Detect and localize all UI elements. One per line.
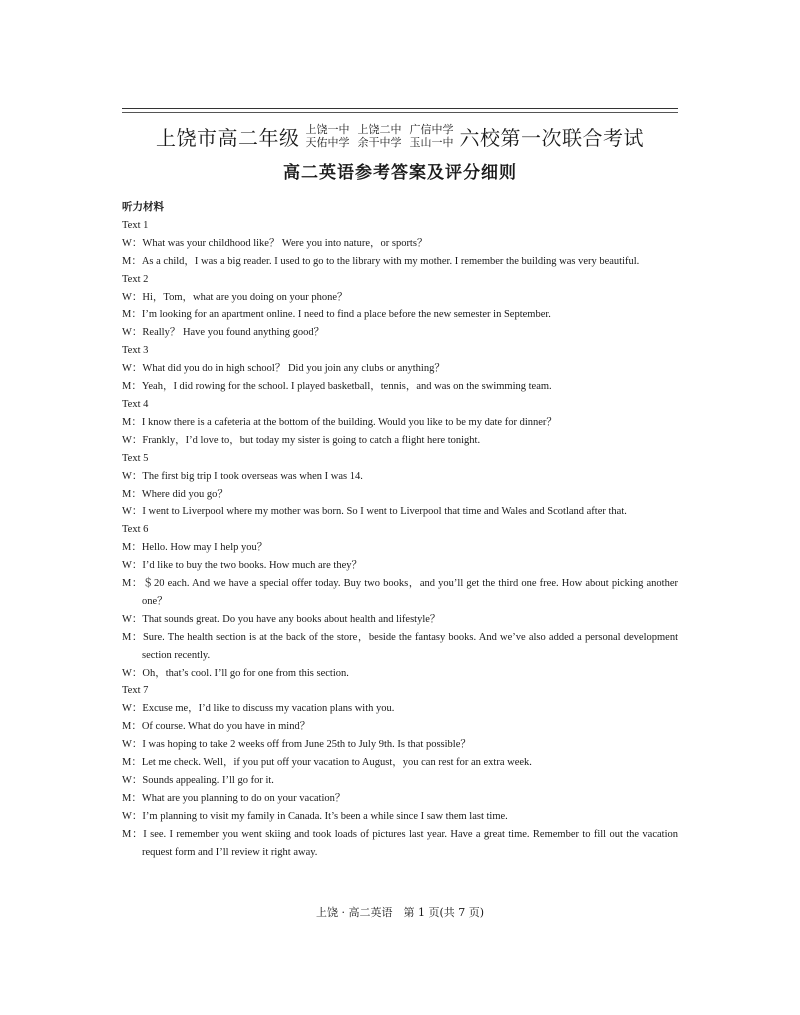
dialogue-line: M：Hello. How may I help you？ [122,542,268,554]
dialogue-line: M：I see. I remember you went skiing and took loads of pictures last year. Have a great time. Remember to fill out the vacation request form and I’ll review it right away. [122,828,678,858]
text-label: Text 1 [122,219,149,231]
dialogue-line: W：I went to Liverpool where my mother was born. So I went to Liverpool that time and Wales and Scotland after that. [122,506,627,518]
header-rule-thin [122,112,678,113]
school-name: 广信中学 [409,123,454,136]
dialogue-line: M：Let me check. Well，if you put off your vacation to August，you can rest for an extra week. [122,757,532,769]
school-group-2 [358,123,402,149]
dialogue-line: W：I’m planning to visit my family in Canada. It’s been a while since I saw them last time. [122,810,508,822]
dialogue-line: W：Frankly，I’d love to，but today my sister is going to catch a flight here tonight. [122,434,481,446]
school-name: 上饶一中 [305,123,350,136]
school-name: 余干中学 [357,136,402,149]
school-name: 玉山一中 [409,136,454,149]
dialogue-line: M：As a child，I was a big reader. I used to go to the library with my mother. I remember the building was very beautiful. [122,255,640,267]
page-footer: 上饶 · 高二英语 第 1 页(共 7 页) [315,906,485,919]
dialogue-line: W：Really？ Have you found anything good？ [122,327,325,339]
dialogue-line: W：What did you do in high school？ Did you join any clubs or anything？ [122,363,445,375]
dialogue-line: W：That sounds great. Do you have any books about health and lifestyle？ [122,613,441,625]
dialogue-line: M：I’m looking for an apartment online. I need to find a place before the new semester in September. [122,309,551,321]
text-label: Text 6 [122,524,149,536]
text-label: Text 2 [122,273,149,285]
dialogue-line: W：Hi，Tom，what are you doing on your phone？ [122,291,348,303]
section-title: 听力材料 [122,201,164,213]
listening-transcript [122,199,678,862]
dialogue-line: W：I was hoping to take 2 weeks off from June 25th to July 9th. Is that possible？ [122,739,471,751]
dialogue-line: W：Sounds appealing. I’ll go for it. [122,775,274,786]
dialogue-line: W：I’d like to buy the two books. How much are they？ [122,560,362,572]
dialogue-line: W：Excuse me，I’d like to discuss my vacation plans with you. [122,703,395,715]
text-label: Text 3 [122,345,149,357]
dialogue-line: M：＄20 each. And we have a special offer today. Buy two books，and you’ll get the third one free. How about picking another one？ [122,578,678,607]
exam-title [0,118,800,154]
school-group-1 [306,123,350,149]
dialogue-line: M：Where did you go？ [122,488,228,500]
school-group-3 [410,123,454,149]
school-name: 上饶二中 [357,123,402,136]
title-right: 六校第一次联合考试 [459,125,644,150]
text-label: Text 5 [122,452,149,464]
dialogue-line: M：What are you planning to do on your vacation？ [122,792,346,804]
page-subtitle: 高二英语参考答案及评分细则 [283,163,517,183]
dialogue-line: W：What was your childhood like？ Were you into nature，or sports？ [122,237,428,249]
dialogue-line: M：Sure. The health section is at the back of the store，beside the fantasy books. And we’ve also added a personal development section recently. [122,631,678,661]
transcript-body [122,217,678,862]
dialogue-line: M：I know there is a cafeteria at the bottom of the building. Would you like to be my date for dinner？ [122,416,557,428]
dialogue-line: W：Oh，that’s cool. I’ll go for one from this section. [122,667,349,679]
text-label: Text 7 [122,685,149,697]
text-label: Text 4 [122,398,149,410]
header-rule-thick [122,108,678,109]
school-list [306,123,454,149]
dialogue-line: W：The first big trip I took overseas was when I was 14. [122,470,363,482]
dialogue-line: M：Yeah，I did rowing for the school. I played basketball，tennis，and was on the swimming team. [122,381,552,393]
title-left: 上饶市高二年级 [156,125,300,150]
dialogue-line: M：Of course. What do you have in mind？ [122,721,311,733]
school-name: 天佑中学 [305,136,350,149]
